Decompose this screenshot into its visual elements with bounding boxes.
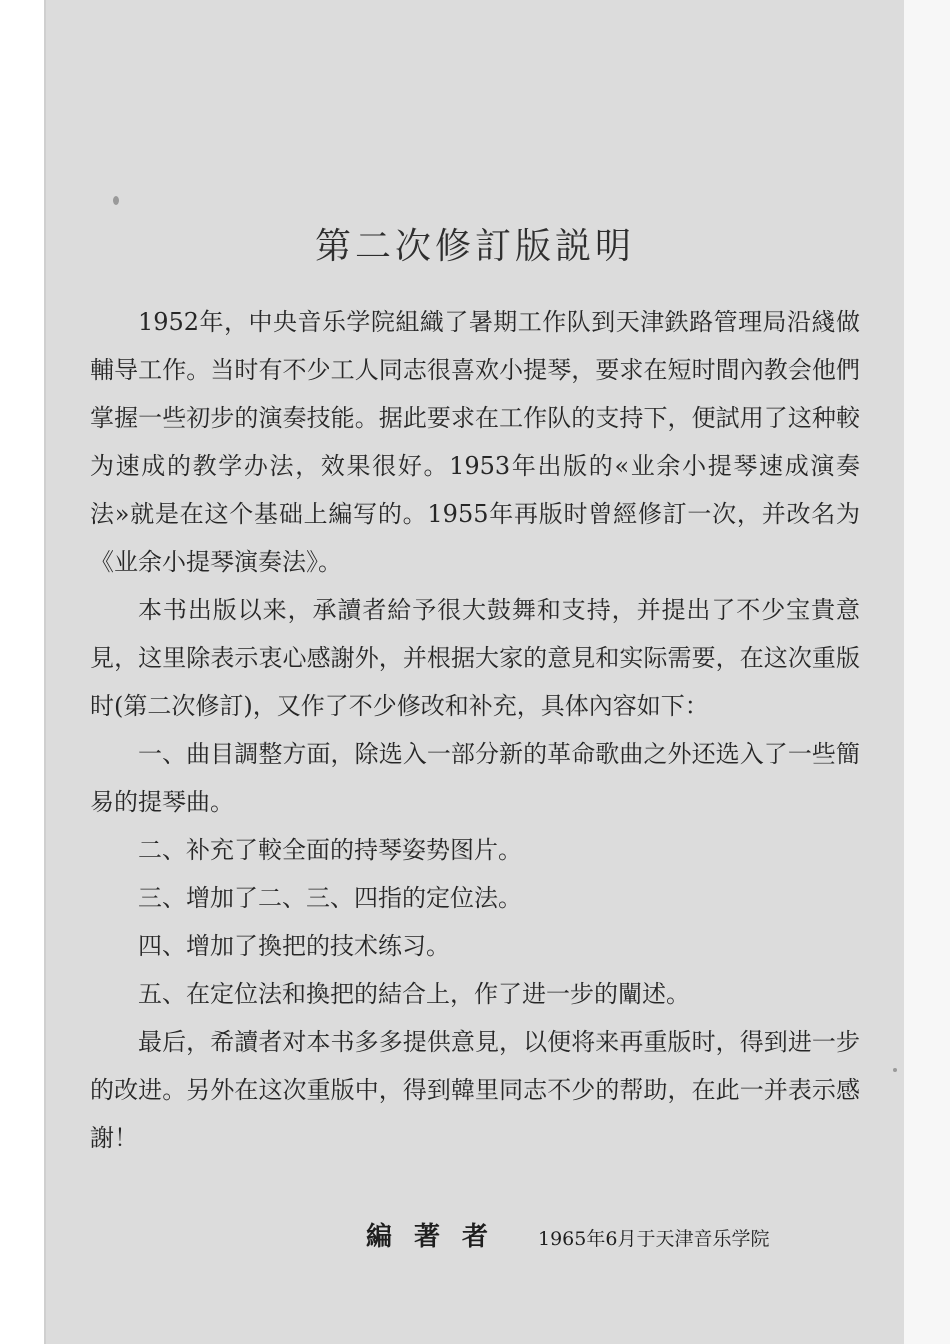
list-item-5: 五、在定位法和換把的結合上，作了进一步的闡述。 bbox=[138, 980, 690, 1008]
paragraph-closing: 最后，希讀者对本书多多提供意見，以便将来再重版时，得到进一步的改进。另外在这次重版中，得到韓里同志不少的帮助，在此一并表示感謝！ bbox=[90, 1028, 860, 1152]
list-item-1: 一、曲目調整方面，除选入一部分新的革命歌曲之外还选入了一些簡易的提琴曲。 bbox=[90, 740, 860, 816]
list-item-4: 四、增加了換把的技术练习。 bbox=[138, 932, 450, 960]
signature-author: 編著者 bbox=[366, 1222, 511, 1252]
paragraph-thanks: 本书出版以来，承讀者給予很大鼓舞和支持，并提出了不少宝貴意見，这里除表示衷心感謝外，并根据大家的意見和实际需要，在这次重版时(第二次修訂)，又作了不少修改和补充，具体內容如下： bbox=[90, 596, 860, 720]
page-edge bbox=[904, 0, 950, 1344]
list-item-3: 三、增加了二、三、四指的定位法。 bbox=[138, 884, 522, 912]
list-item-2: 二、补充了較全面的持琴姿势图片。 bbox=[138, 836, 522, 864]
paragraph-intro: 1952年，中央音乐学院組織了暑期工作队到天津鉄路管理局沿綫做輔导工作。当时有不少工人同志很喜欢小提琴，要求在短时間內教会他們掌握一些初步的演奏技能。据此要求在工作队的支持下，便試用了这种較为速成的教学办法，效果很好。1953年出版的«业余小提琴速成演奏法»就是在这个基础上編写的。1955年再版时曾經修訂一次，并改名为《业余小提琴演奏法》。 bbox=[90, 308, 860, 576]
document-body bbox=[90, 298, 860, 1162]
paper-speck bbox=[113, 196, 119, 205]
signature-line bbox=[360, 1216, 840, 1256]
page-title: 第二次修訂版説明 bbox=[314, 226, 635, 267]
signature-date: 1965年6月于天津音乐学院 bbox=[538, 1228, 770, 1250]
paper-speck bbox=[893, 1068, 897, 1072]
